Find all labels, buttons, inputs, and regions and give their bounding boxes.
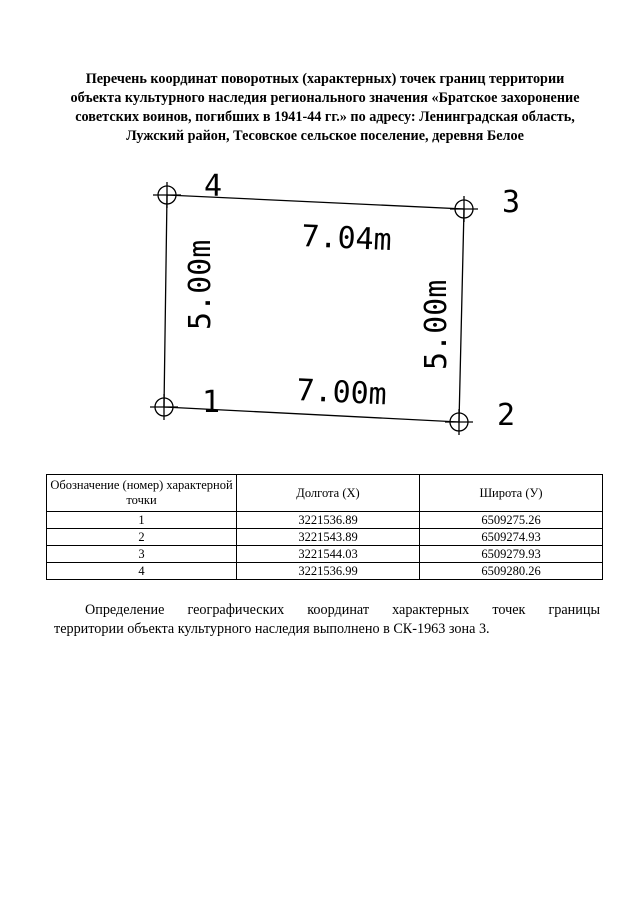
cell-x: 3221536.89	[237, 512, 420, 529]
cell-x: 3221536.99	[237, 563, 420, 580]
note-line-2: территории объекта культурного наследия выполнено в СК-1963 зона 3.	[54, 621, 490, 637]
coordinates-table	[46, 474, 603, 580]
cell-y: 6509274.93	[420, 529, 603, 546]
note-line-1: Определение географических координат характерных точек границы	[85, 602, 600, 618]
header-longitude: Долгота (X)	[237, 475, 420, 512]
point-marker-4	[153, 182, 181, 208]
coordinate-system-note	[54, 601, 600, 639]
table-row	[47, 563, 603, 580]
dimension-right: 5.00m	[419, 279, 454, 370]
header-point: Обозначение (номер) характерной точки	[47, 475, 237, 512]
point-label-4: 4	[204, 169, 223, 204]
title-line: объекта культурного наследия регионального значения «Братское захоронение	[70, 90, 580, 106]
cell-y: 6509275.26	[420, 512, 603, 529]
point-marker-3	[450, 196, 478, 222]
point-label-1: 1	[202, 385, 221, 420]
cell-y: 6509279.93	[420, 546, 603, 563]
dimension-top: 7.04m	[300, 219, 393, 259]
point-label-2: 2	[497, 398, 516, 433]
cell-x: 3221543.89	[237, 529, 420, 546]
point-marker-1	[150, 394, 178, 420]
table-row	[47, 546, 603, 563]
header-latitude: Широта (У)	[420, 475, 603, 512]
dimension-left: 5.00m	[183, 239, 218, 330]
title-line: Лужский район, Тесовское сельское поселение, деревня Белое	[126, 128, 524, 144]
table-row	[47, 512, 603, 529]
table-row	[47, 529, 603, 546]
cell-point: 4	[47, 563, 237, 580]
title-line: Перечень координат поворотных (характерных) точек границ территории	[85, 71, 565, 87]
cell-x: 3221544.03	[237, 546, 420, 563]
cell-point: 3	[47, 546, 237, 563]
cell-y: 6509280.26	[420, 563, 603, 580]
point-marker-2	[445, 409, 473, 435]
point-label-3: 3	[502, 185, 521, 220]
cell-point: 1	[47, 512, 237, 529]
cell-point: 2	[47, 529, 237, 546]
title-line: советских воинов, погибших в 1941-44 гг.» по адресу: Ленинградская область,	[75, 109, 575, 125]
dimension-bottom: 7.00m	[295, 373, 388, 413]
table-header-row	[47, 475, 603, 512]
